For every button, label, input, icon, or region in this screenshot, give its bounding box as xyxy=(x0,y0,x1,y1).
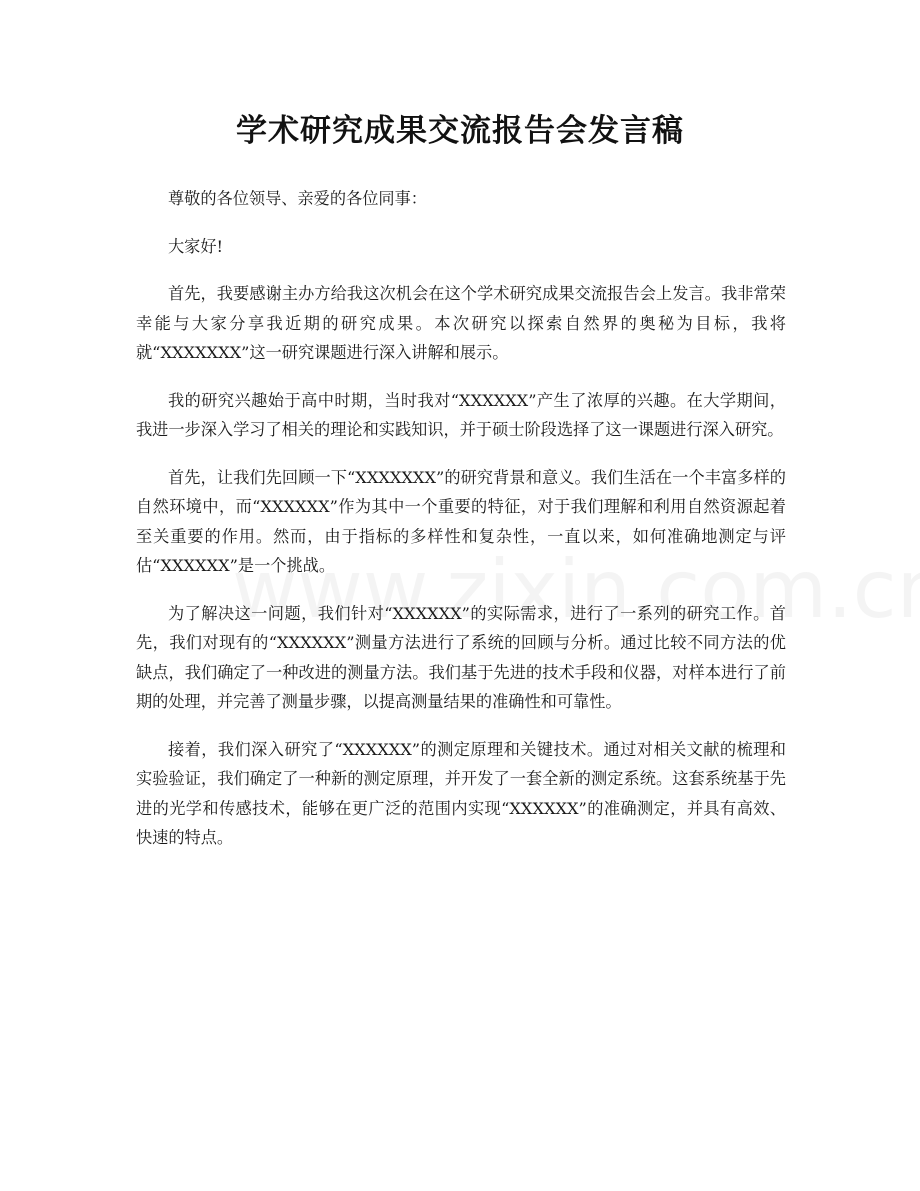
greeting: 大家好! xyxy=(168,236,224,256)
paragraph-interest: 我的研究兴趣始于高中时期，当时我对“XXXXXX”产生了浓厚的兴趣。在大学期间，我进一步深入学习了相关的理论和实践知识，并于硕士阶段选择了这一课题进行深入研究。 xyxy=(136,390,786,439)
salutation: 尊敬的各位领导、亲爱的各位同事： xyxy=(168,189,427,208)
paragraph-methods: 为了解决这一问题，我们针对“XXXXXX”的实际需求，进行了一系列的研究工作。首先，我们对现有的“XXXXXX”测量方法进行了系统的回顾与分析。通过比较不同方法的优缺点，我们确定了一种改进的测量方法。我们基于先进的技术手段和仪器，对样本进行了前期的处理，并完善了测量步骤，以提高测量结果的准确性和可靠性。 xyxy=(136,603,786,711)
paragraph-intro: 首先，我要感谢主办方给我这次机会在这个学术研究成果交流报告会上发言。我非常荣幸能与大家分享我近期的研究成果。本次研究以探索自然界的奥秘为目标，我将就“XXXXXXX”这一研究课题进行深入讲解和展示。 xyxy=(136,284,786,362)
paragraph-principle: 接着，我们深入研究了“XXXXXX”的测定原理和关键技术。通过对相关文献的梳理和实验验证，我们确定了一种新的测定原理，并开发了一套全新的测定系统。这套系统基于先进的光学和传感技术，能够在更广泛的范围内实现“XXXXXX”的准确测定，并具有高效、快速的特点。 xyxy=(136,739,786,847)
page-title: 学术研究成果交流报告会发言稿 xyxy=(236,113,684,149)
document-body xyxy=(136,184,786,871)
paragraph-background: 首先，让我们先回顾一下“XXXXXXX”的研究背景和意义。我们生活在一个丰富多样的自然环境中，而“XXXXXX”作为其中一个重要的特征，对于我们理解和利用自然资源起着至关重要的作用。然而，由于指标的多样性和复杂性，一直以来，如何准确地测定与评估“XXXXXX”是一个挑战。 xyxy=(136,467,786,575)
